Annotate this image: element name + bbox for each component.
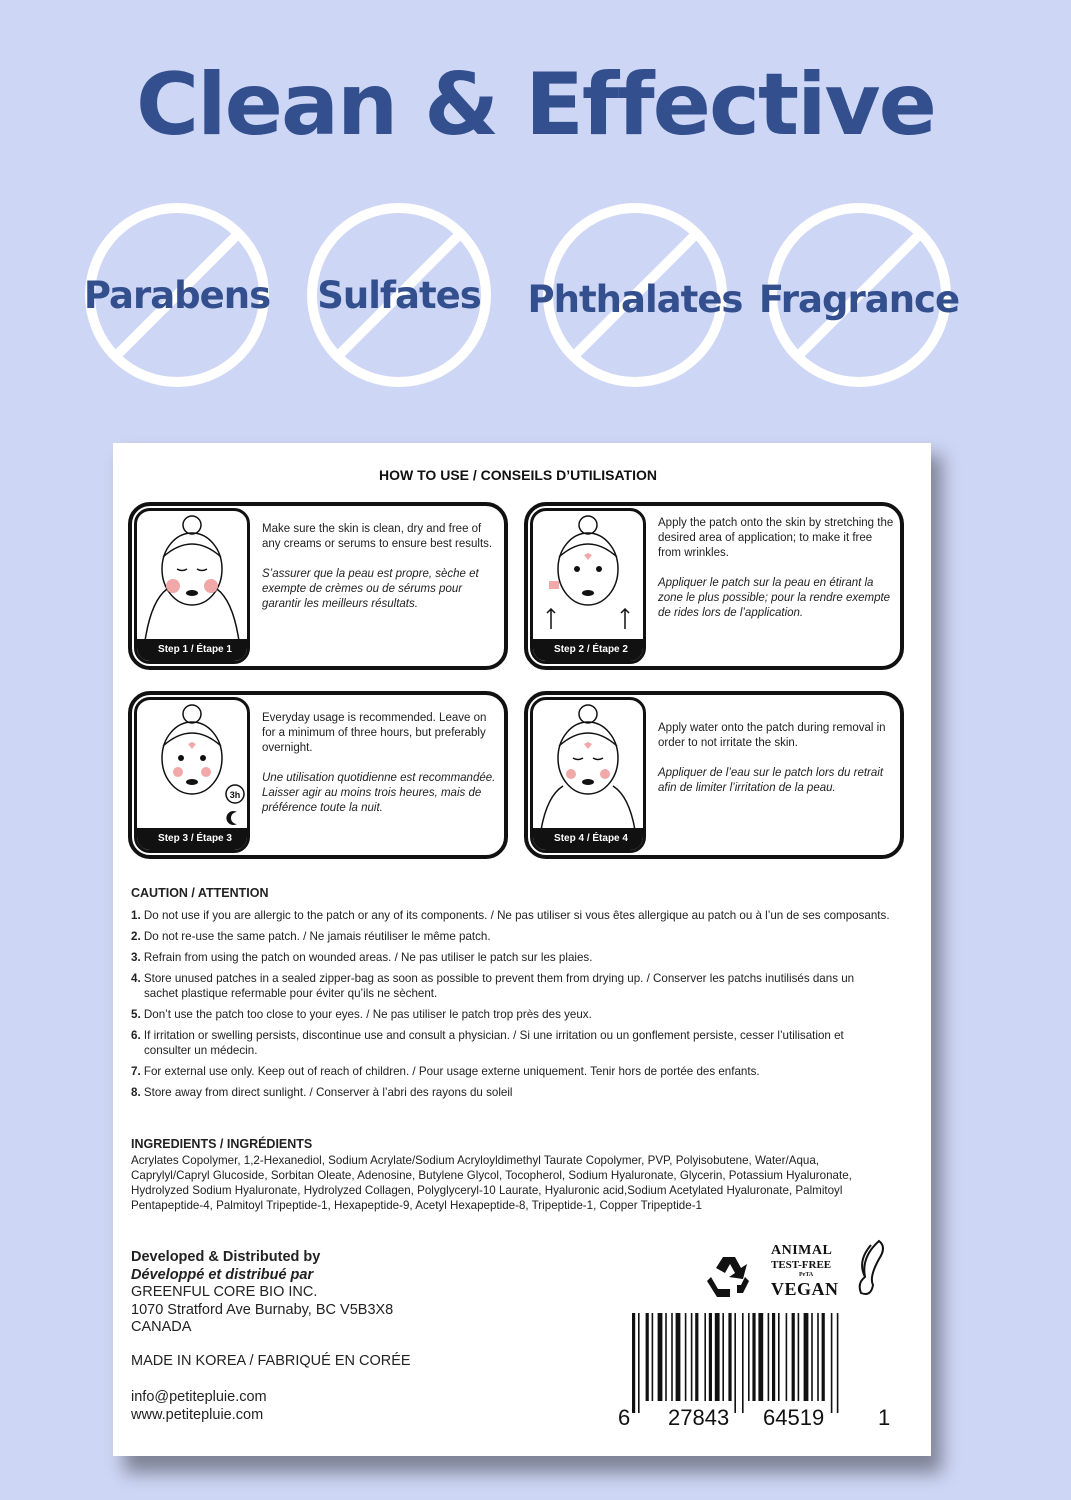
caution-item: 4. Store unused patches in a sealed zipper-bag as soon as possible to prevent them from drying up. / Conserver les patchs inutilisés dans un sachet plastique refermable pour éviter qu’ils ne sèchent. [131,972,855,1000]
contact-block [131,1388,267,1424]
step-3-illustration [134,697,250,853]
instruction-sheet [113,443,931,1456]
barcode-bar [742,1313,744,1413]
contact-email: info@petitepluie.com [131,1389,267,1405]
barcode-digits-left: 27843 [668,1405,730,1430]
barcode-bar [798,1313,800,1401]
bunny-icon [849,1237,889,1299]
barcode-bar [722,1313,724,1401]
ingredients-section [131,1137,891,1213]
step-3-card [128,691,508,859]
how-to-use-title: HOW TO USE / CONSEILS D’UTILISATION [379,467,657,483]
step-2-card [524,502,904,670]
step-2-en: Apply the patch onto the skin by stretching the desired area of application; to make it free from wrinkles. [658,517,894,559]
caution-item: 6. If irritation or swelling persists, discontinue use and consult a physician. / Si une irritation ou un gonflement persiste, cesser l’utilisation et consulter un médecin. [131,1029,844,1057]
caution-item: 7. For external use only. Keep out of reach of children. / Pour usage externe uniquement. Tenir hors de portée des enfants. [131,1065,760,1078]
barcode-bar [676,1313,681,1401]
patch-apply-icon [533,511,643,641]
caution-title: CAUTION / ATTENTION [131,886,269,900]
caution-item: 8. Store away from direct sunlight. / Conserver à l’abri des rayons du soleil [131,1086,513,1099]
barcode-bar [786,1313,788,1401]
barcode-bar [734,1313,736,1413]
face-cleansing-icon [137,511,247,641]
step-1-en: Make sure the skin is clean, dry and free of any creams or serums to ensure best results. [262,523,493,550]
overnight-wear-icon [137,700,247,830]
barcode-bar [638,1313,640,1413]
barcode-bar [665,1313,667,1401]
barcode-bar [831,1313,833,1413]
badge-label: Parabens [83,274,271,317]
barcode-bar [704,1313,706,1401]
barcode-bar [792,1313,795,1401]
free-from-sulfates-badge [304,200,494,390]
step-1-card [128,502,508,670]
free-from-parabens-badge [82,200,272,390]
barcode-bar [728,1313,731,1401]
barcode-digits-right: 64519 [763,1405,825,1430]
badge-label: Phthalates [527,278,743,321]
barcode-bar [752,1313,755,1401]
barcode-bar [778,1313,780,1401]
barcode-bar [632,1313,635,1413]
barcode-bar [715,1313,720,1401]
step-4-card [524,691,904,859]
recycle-icon [703,1251,755,1303]
hours-badge-text: 3h [229,790,241,800]
barcode-bar [822,1313,825,1401]
step-3-text [262,711,498,816]
step-4-tag: Step 4 / Étape 4 [533,828,646,850]
distributor-block [131,1249,551,1337]
barcode-bar [837,1313,839,1413]
free-from-phthalates-badge [527,200,743,390]
barcode-bar [671,1313,673,1401]
barcode-bars [618,1313,893,1413]
caution-item: 1. Do not use if you are allergic to the patch or any of its components. / Ne pas utiliser si vous êtes allergique au patch ou à l’un de ses composants. [131,909,890,922]
company-name: GREENFUL CORE BIO INC. [131,1284,318,1300]
distributor-label-fr: Développé et distribué par [131,1266,314,1283]
step-4-en: Apply water onto the patch during removal in order to not irritate the skin. [658,722,886,749]
barcode-bar [652,1313,654,1401]
step-2-text [658,516,894,621]
step-1-illustration [134,508,250,664]
barcode-bar [772,1313,775,1401]
cruelty-free-vegan-logo: ANIMAL TEST-FREE PeTA VEGAN [769,1243,889,1303]
barcode-bar [685,1313,687,1401]
step-1-tag: Step 1 / Étape 1 [137,639,250,661]
barcode-bar [709,1313,712,1401]
step-2-illustration [530,508,646,664]
caution-item: 3. Refrain from using the patch on wounded areas. / Ne pas utiliser le patch sur les plaies. [131,951,593,964]
barcode-digit-check: 1 [878,1405,891,1430]
ingredients-title: INGREDIENTS / INGRÉDIENTS [131,1137,313,1151]
distributor-label-en: Developed & Distributed by [131,1249,321,1265]
barcode-bar [646,1313,649,1401]
company-address: 1070 Stratford Ave Burnaby, BC V5B3X8 [131,1301,394,1318]
step-3-fr: Une utilisation quotidienne est recommandée. Laisser agir au moins trois heures, mais de préférence toute la nuit. [262,772,496,814]
free-from-fragrance-badge [758,200,960,390]
barcode-digit-first: 6 [618,1405,631,1430]
barcode-bar [658,1313,663,1401]
barcode-digits [618,1405,893,1431]
step-4-fr: Appliquer de l’eau sur le patch lors du retrait afin de limiter l’irritation de la peau. [658,767,884,794]
step-3-tag: Step 3 / Étape 3 [137,828,250,850]
step-1-fr: S’assurer que la peau est propre, sèche et exempte de crèmes ou de sérums pour garantir les meilleurs résultats. [262,568,479,610]
contact-website: www.petitepluie.com [131,1407,264,1423]
barcode-bar [768,1313,770,1401]
barcode-bar [691,1313,693,1401]
company-country: CANADA [131,1319,192,1335]
caution-item: 2. Do not re-use the same patch. / Ne jamais réutiliser le même patch. [131,930,491,943]
badge-label: Sulfates [317,274,481,317]
barcode-bar [811,1313,813,1401]
step-4-illustration [530,697,646,853]
caution-section [131,886,891,1106]
headline: Clean & Effective [136,55,935,155]
step-3-en: Everyday usage is recommended. Leave on for a minimum of three hours, but preferably overnight. [262,712,487,754]
badge-label: Fragrance [758,278,960,321]
barcode-bar [804,1313,809,1401]
step-4-text [658,721,894,796]
step-1-text [262,522,498,612]
barcode-bar [817,1313,819,1401]
barcode-bar [695,1313,698,1401]
barcode-bar [748,1313,750,1401]
made-in: MADE IN KOREA / FABRIQUÉ EN CORÉE [131,1353,411,1369]
barcode [618,1313,893,1431]
patch-removal-icon [533,700,643,830]
step-2-tag: Step 2 / Étape 2 [533,639,646,661]
barcode-bar [758,1313,763,1401]
ingredients-list: Acrylates Copolymer, 1,2-Hexanediol, Sodium Acrylate/Sodium Acryloyldimethyl Taurate Copolymer, PVP, Polyisobutene, Water/Aqua, Caprylyl/Capryl Glucoside, Sorbitan Oleate, Adenosine, Butylene Glycol, Tocopherol, Sodium Hyaluronate, Glycerin, Potassium Hyaluronate, Hydrolyzed Sodium Hyaluronate, Hydrolyzed Collagen, Polyglyceryl-10 Laurate, Hyaluronic acid,Sodium Acetylated Hyaluronate, Palmitoyl Pentapeptide-4, Palmitoyl Tripeptide-1, Hexapeptide-9, Acetyl Hexapeptide-8, Tripeptide-1, Copper Tripeptide-1 [131,1154,852,1212]
caution-list [131,908,891,1100]
caution-item: 5. Don’t use the patch too close to your eyes. / Ne pas utiliser le patch trop près des yeux. [131,1008,592,1021]
step-2-fr: Appliquer le patch sur la peau en étirant la zone le plus possible; pour la rendre exempte de rides lors de l’application. [658,577,891,619]
